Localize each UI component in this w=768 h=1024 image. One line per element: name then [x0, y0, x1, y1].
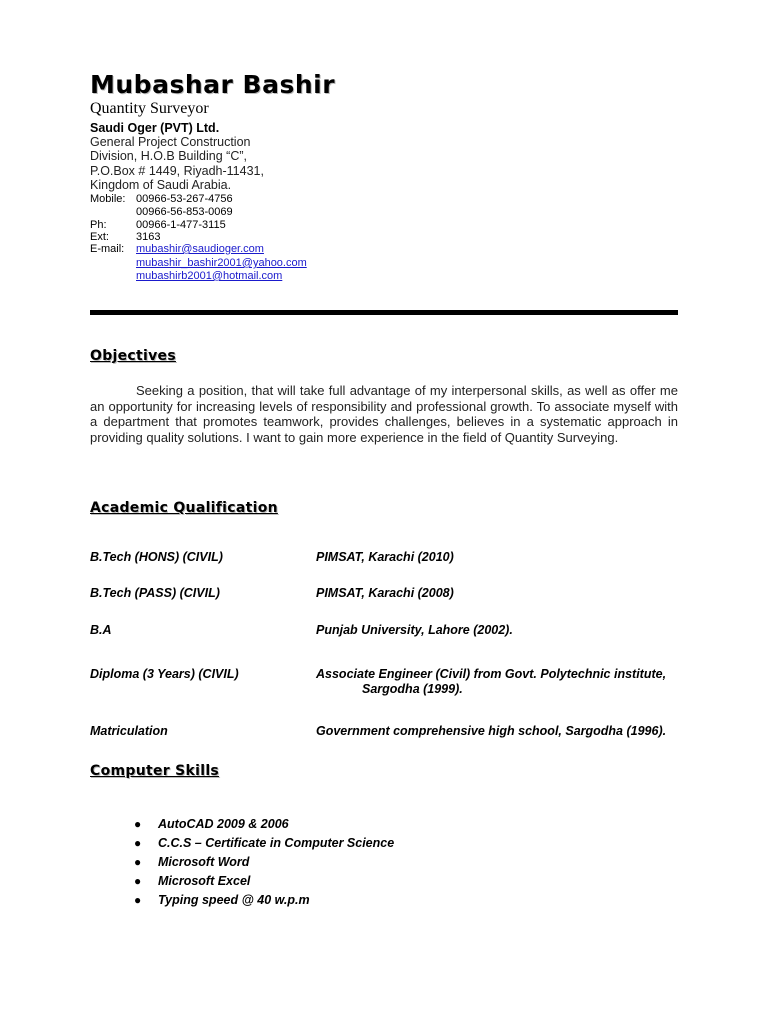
objectives-text: Seeking a position, that will take full advantage of my interpersonal skills, as well as offer me an opportunity for increasing levels of responsibility and professional growth. To associate myself with a department that promotes teamwork, provides challenges, believes in a systematic approach in providing quality solutions. I want to gain more experience in the field of Quantity Surveying. — [90, 383, 678, 445]
institution-name: Associate Engineer (Civil) from Govt. Polytechnic institute, — [316, 667, 667, 681]
skill-text: Microsoft Excel — [158, 874, 251, 888]
list-item — [134, 891, 394, 910]
candidate-name: Mubashar Bashir — [90, 70, 336, 99]
degree-name: B.A — [90, 623, 112, 637]
bullet-icon: ● — [134, 836, 142, 850]
degree-name: Diploma (3 Years) (CIVIL) — [90, 667, 239, 681]
phone-label: Ph: — [90, 219, 107, 231]
email-link[interactable]: mubashir_bashir2001@yahoo.com — [136, 257, 307, 269]
mobile-number: 00966-53-267-4756 — [136, 193, 233, 205]
list-item — [134, 815, 394, 834]
institution-name: PIMSAT, Karachi (2010) — [316, 550, 454, 564]
academic-heading: Academic Qualification — [90, 500, 278, 516]
degree-name: Matriculation — [90, 724, 168, 738]
bullet-icon: ● — [134, 855, 142, 869]
email-label: E-mail: — [90, 243, 125, 255]
mobile-number: 00966-56-853-0069 — [136, 206, 233, 218]
computer-skills-heading: Computer Skills — [90, 763, 220, 779]
bullet-icon: ● — [134, 817, 142, 831]
skills-list — [134, 815, 394, 910]
address-line: P.O.Box # 1449, Riyadh-11431, — [90, 164, 264, 178]
address-line: General Project Construction — [90, 135, 251, 149]
email-link[interactable]: mubashir@saudioger.com — [136, 243, 264, 255]
email-link[interactable]: mubashirb2001@hotmail.com — [136, 270, 283, 282]
institution-name: Punjab University, Lahore (2002). — [316, 623, 513, 637]
objectives-paragraph — [90, 383, 678, 445]
list-item — [134, 853, 394, 872]
address-line: Kingdom of Saudi Arabia. — [90, 178, 232, 192]
skill-text: AutoCAD 2009 & 2006 — [158, 817, 289, 831]
skill-text: Typing speed @ 40 w.p.m — [158, 893, 310, 907]
bullet-icon: ● — [134, 893, 142, 907]
mobile-label: Mobile: — [90, 193, 126, 205]
ext-label: Ext: — [90, 231, 109, 243]
address-line: Division, H.O.B Building “C”, — [90, 149, 247, 163]
skill-text: Microsoft Word — [158, 855, 250, 869]
institution-name-continued: Sargodha (1999). — [362, 682, 463, 696]
bullet-icon: ● — [134, 874, 142, 888]
degree-name: B.Tech (PASS) (CIVIL) — [90, 586, 220, 600]
degree-name: B.Tech (HONS) (CIVIL) — [90, 550, 223, 564]
header-divider — [90, 310, 678, 315]
list-item — [134, 872, 394, 891]
phone-number: 00966-1-477-3115 — [136, 219, 226, 231]
objectives-heading: Objectives — [90, 348, 176, 364]
ext-number: 3163 — [136, 231, 161, 243]
institution-name: PIMSAT, Karachi (2008) — [316, 586, 454, 600]
list-item — [134, 834, 394, 853]
job-title: Quantity Surveyor — [90, 100, 209, 117]
skill-text: C.C.S – Certificate in Computer Science — [158, 836, 395, 850]
institution-name: Government comprehensive high school, Sargodha (1996). — [316, 724, 667, 738]
company-name: Saudi Oger (PVT) Ltd. — [90, 121, 220, 135]
